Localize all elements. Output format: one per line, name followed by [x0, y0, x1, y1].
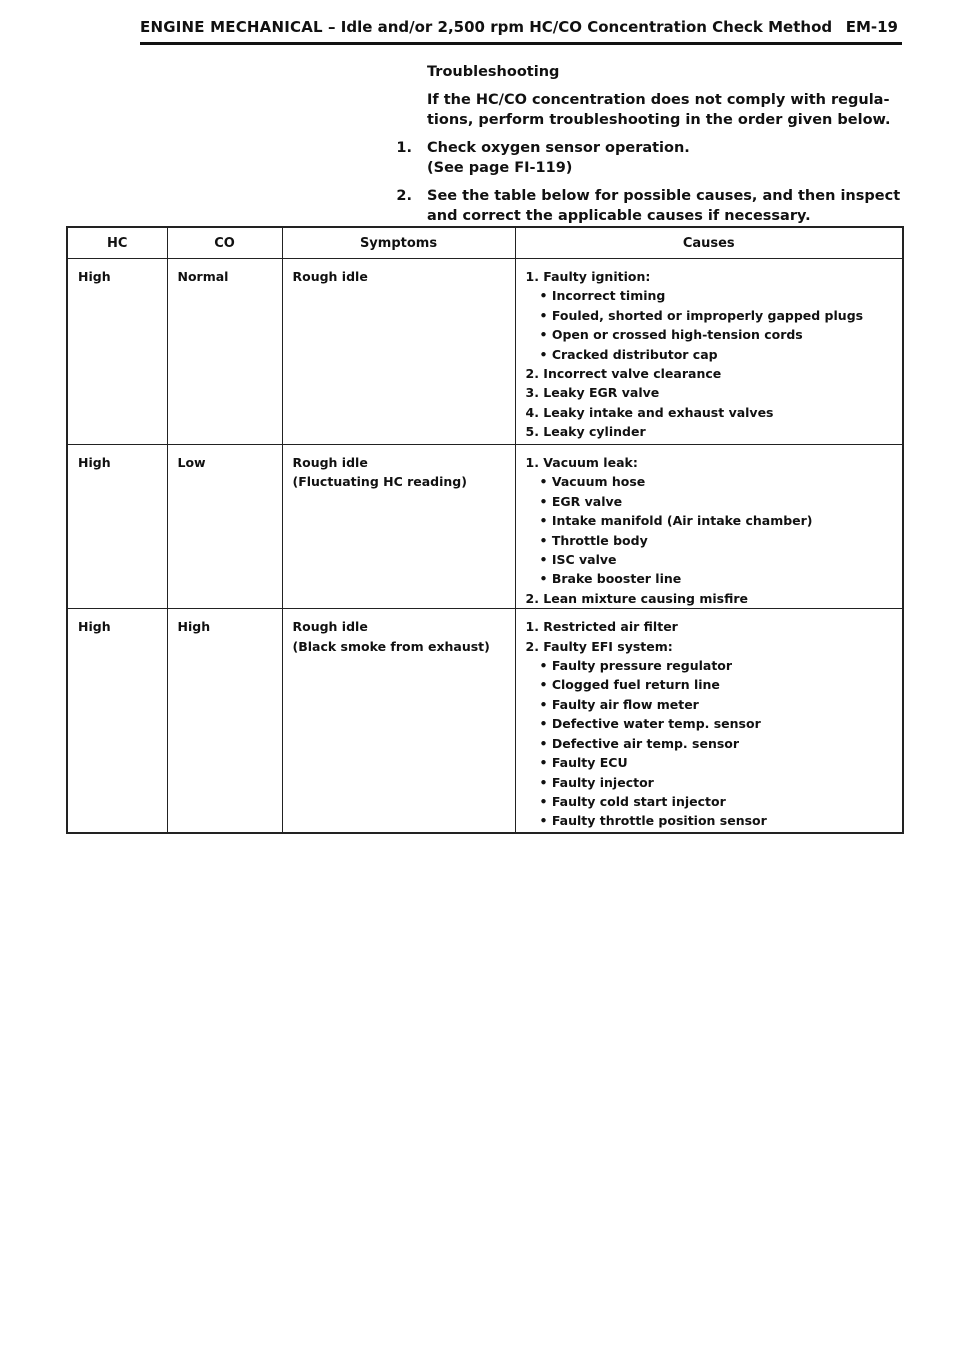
- symptom-line: (Black smoke from exhaust): [292, 638, 490, 654]
- header-subtitle: Idle and/or 2,500 rpm HC/CO Concentration Check Method: [340, 18, 833, 36]
- table-row: [67, 259, 903, 445]
- page-header: [140, 18, 902, 45]
- column-header-hc: HC: [67, 227, 167, 259]
- step-line: and correct the applicable causes if necessary.: [427, 208, 811, 224]
- cause-item: 4. Leaky intake and exhaust valves: [525, 404, 774, 420]
- column-header-causes: Causes: [515, 227, 903, 259]
- header-separator: –: [328, 18, 336, 36]
- cause-bullet: • Faulty injector: [539, 774, 654, 790]
- cause-bullet: • Faulty pressure regulator: [539, 658, 733, 674]
- step-number: 2.: [396, 188, 412, 204]
- cause-bullet: • Defective water temp. sensor: [539, 716, 761, 732]
- column-header-symptoms: Symptoms: [282, 227, 515, 259]
- symptom-line: (Fluctuating HC reading): [292, 474, 467, 490]
- symptom-line: Rough idle: [292, 619, 368, 635]
- cause-bullet: • Brake booster line: [539, 571, 682, 587]
- table-header-row: [67, 227, 903, 259]
- cause-bullet: • Fouled, shorted or improperly gapped plugs: [539, 307, 864, 323]
- cause-item: 1. Vacuum leak:: [525, 455, 638, 470]
- column-header-co: CO: [167, 227, 282, 259]
- cause-bullet: • Faulty cold start injector: [539, 793, 726, 809]
- symptom-line: Rough idle: [292, 269, 368, 284]
- step-line: Check oxygen sensor operation.: [427, 140, 690, 156]
- cause-bullet: • Defective air temp. sensor: [539, 735, 740, 751]
- cause-bullet: • ISC valve: [539, 552, 617, 568]
- step-number: 1.: [396, 140, 412, 156]
- cause-item: 3. Leaky EGR valve: [525, 385, 660, 401]
- step-line: (See page FI-119): [427, 160, 573, 176]
- cause-item: 2. Lean mixture causing misfire: [525, 590, 748, 606]
- cause-bullet: • Cracked distributor cap: [539, 346, 718, 362]
- table-row: [67, 445, 903, 609]
- cell-hc: High: [67, 445, 167, 609]
- cell-causes: [515, 259, 903, 445]
- section-title: ENGINE MECHANICAL: [140, 18, 323, 36]
- step-text: [427, 138, 905, 178]
- cause-bullet: • Faulty ECU: [539, 755, 628, 771]
- cause-item: 1. Faulty ignition:: [525, 269, 651, 284]
- cause-item: 2. Faulty EFI system:: [525, 638, 673, 654]
- intro-paragraph: [427, 90, 902, 130]
- cause-bullet: • Faulty throttle position sensor: [539, 813, 767, 829]
- cause-item: 1. Restricted air filter: [525, 619, 678, 635]
- symptom-line: Rough idle: [292, 455, 368, 470]
- section-heading: Troubleshooting: [427, 64, 560, 80]
- table-body: [67, 259, 903, 833]
- cell-co: Low: [167, 445, 282, 609]
- cause-item: 5. Leaky cylinder: [525, 424, 646, 440]
- cell-symptoms: [282, 609, 515, 833]
- cell-co: High: [167, 609, 282, 833]
- step-line: See the table below for possible causes, and then inspect: [427, 188, 901, 204]
- cause-bullet: • EGR valve: [539, 493, 623, 509]
- cell-causes: [515, 609, 903, 833]
- cause-item: 2. Incorrect valve clearance: [525, 366, 722, 382]
- cause-bullet: • Vacuum hose: [539, 474, 646, 490]
- cause-bullet: • Faulty air flow meter: [539, 696, 699, 712]
- paragraph-line: If the HC/CO concentration does not comply with regula-: [427, 92, 890, 108]
- cell-symptoms: [282, 445, 515, 609]
- table-row: [67, 609, 903, 833]
- cell-co: Normal: [167, 259, 282, 445]
- troubleshooting-table: [66, 226, 904, 834]
- page-number: EM-19: [845, 18, 898, 36]
- cell-hc: High: [67, 609, 167, 833]
- cause-bullet: • Incorrect timing: [539, 288, 666, 304]
- step-text: [427, 186, 905, 226]
- cause-bullet: • Throttle body: [539, 532, 648, 548]
- cause-bullet: • Clogged fuel return line: [539, 677, 720, 693]
- cause-bullet: • Open or crossed high-tension cords: [539, 327, 803, 343]
- cell-causes: [515, 445, 903, 609]
- cell-hc: High: [67, 259, 167, 445]
- paragraph-line: tions, perform troubleshooting in the order given below.: [427, 112, 891, 128]
- cause-bullet: • Intake manifold (Air intake chamber): [539, 513, 813, 529]
- cell-symptoms: [282, 259, 515, 445]
